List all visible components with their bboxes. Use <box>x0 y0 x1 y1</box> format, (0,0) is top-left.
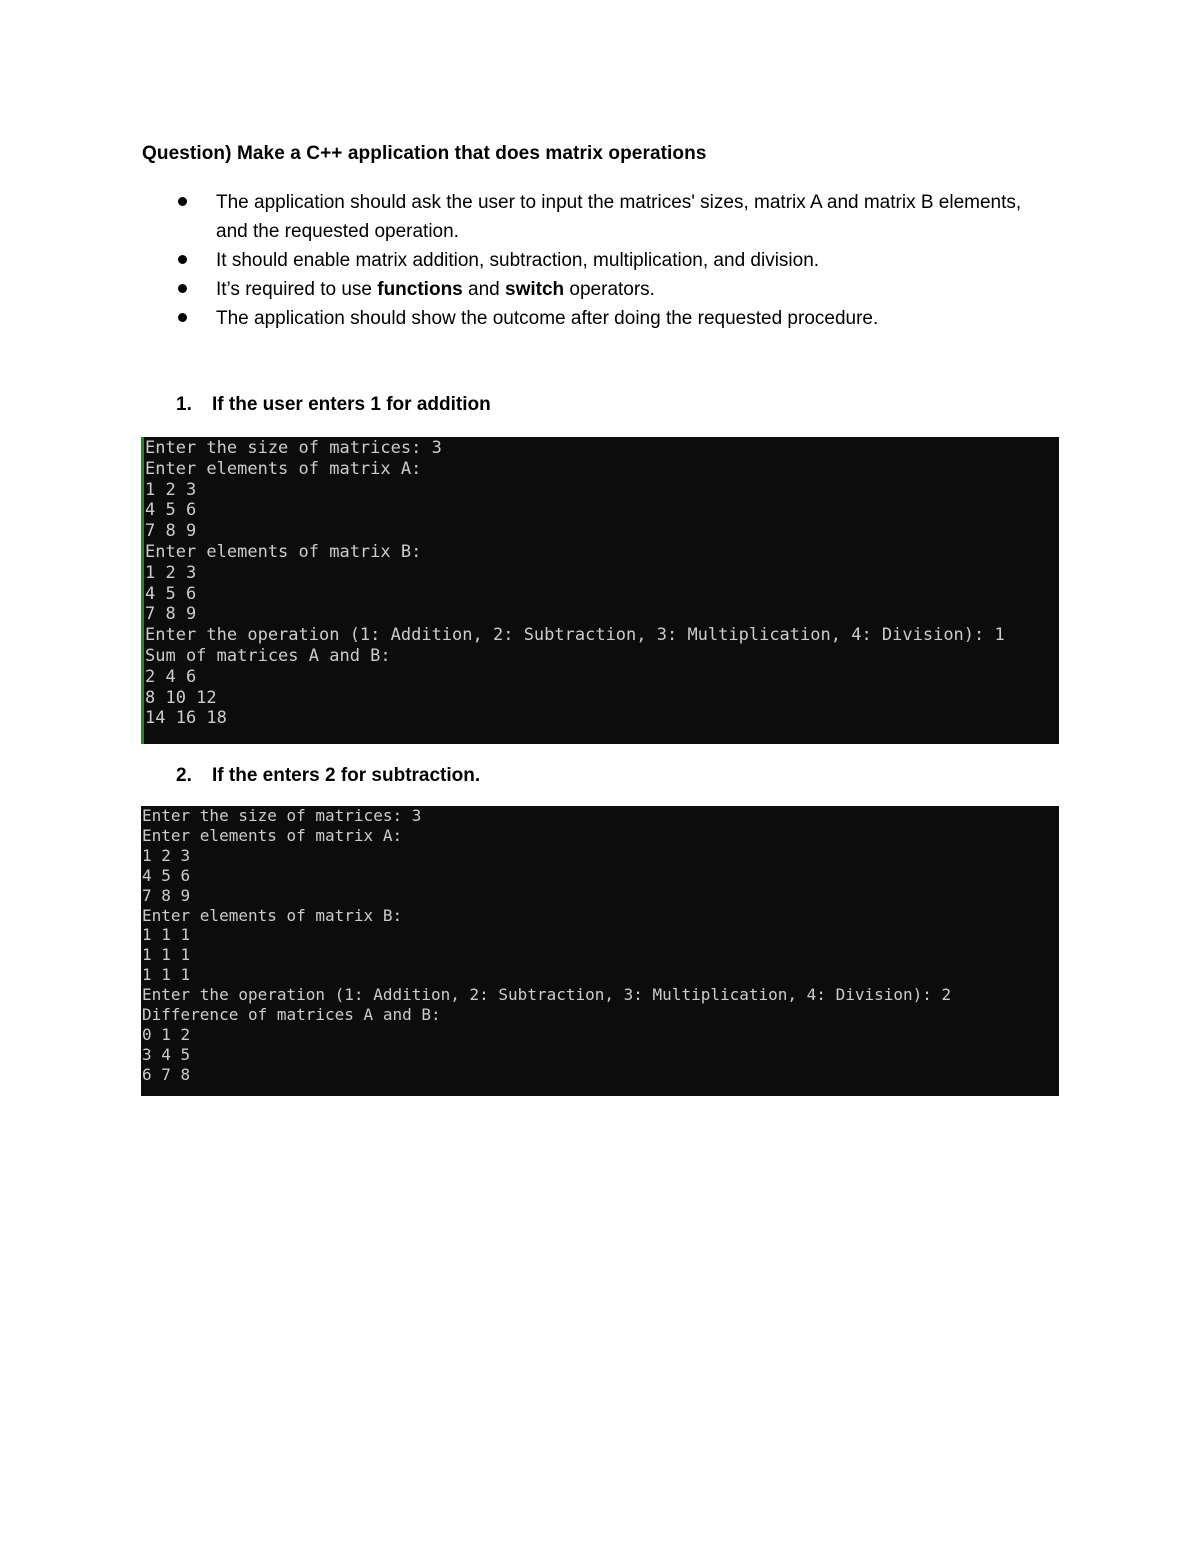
terminal-line: Enter elements of matrix A: <box>145 458 422 479</box>
keyword-switch: switch <box>505 279 565 300</box>
terminal-line: 1 1 1 <box>142 925 191 945</box>
terminal-line: Enter elements of matrix A: <box>142 825 403 845</box>
terminal-line: Sum of matrices A and B: <box>145 645 391 666</box>
section-heading-subtraction <box>176 765 480 787</box>
terminal-line: 2 4 6 <box>145 666 197 687</box>
terminal-line: 4 5 6 <box>142 865 191 885</box>
terminal-line: 1 1 1 <box>142 965 191 985</box>
list-item-text-continued: and the requested operation. <box>216 221 459 242</box>
terminal-line: 7 8 9 <box>145 604 197 625</box>
list-item-text: operators. <box>564 279 655 300</box>
terminal-line: Enter elements of matrix B: <box>145 541 422 562</box>
terminal-line: 8 10 12 <box>145 687 217 708</box>
terminal-line: 4 5 6 <box>145 583 197 604</box>
terminal-line: 7 8 9 <box>145 521 197 542</box>
terminal-line: Enter the size of matrices: 3 <box>145 438 442 458</box>
list-item-text: It should enable matrix addition, subtraction, multiplication, and division. <box>216 250 820 271</box>
list-item-text: The application should ask the user to input the matrices' sizes, matrix A and matrix B elements, <box>216 192 1022 213</box>
bullet-icon <box>178 197 187 206</box>
list-item <box>142 246 1072 275</box>
keyword-functions: functions <box>377 279 463 300</box>
terminal-line: 1 1 1 <box>142 945 191 965</box>
terminal-line: 0 1 2 <box>142 1024 191 1044</box>
terminal-line: Enter the operation (1: Addition, 2: Subtraction, 3: Multiplication, 4: Division): 1 <box>145 625 1005 646</box>
terminal-line: 4 5 6 <box>145 500 197 521</box>
terminal-line: Enter the size of matrices: 3 <box>142 806 422 825</box>
terminal-line: 6 7 8 <box>142 1064 191 1084</box>
section-number: 2. <box>176 765 192 786</box>
requirements-list <box>142 188 1072 333</box>
terminal-line: 1 2 3 <box>142 845 191 865</box>
bullet-icon <box>178 284 187 293</box>
terminal-screenshot-addition <box>141 437 1059 744</box>
bullet-icon <box>178 313 187 322</box>
section-number: 1. <box>176 394 192 415</box>
terminal-line: Enter the operation (1: Addition, 2: Subtraction, 3: Multiplication, 4: Division): 2 <box>142 985 952 1005</box>
list-item <box>142 304 1072 333</box>
terminal-line: Difference of matrices A and B: <box>142 1005 441 1025</box>
section-title: If the enters 2 for subtraction. <box>212 765 481 786</box>
section-heading-addition <box>176 394 491 416</box>
bullet-icon <box>178 255 187 264</box>
list-item-text: and <box>462 279 506 300</box>
terminal-line: Enter elements of matrix B: <box>142 905 403 925</box>
question-heading: Question) Make a C++ application that does matrix operations <box>142 143 707 164</box>
terminal-line: 3 4 5 <box>142 1044 191 1064</box>
list-item <box>142 275 1072 304</box>
list-item-text: The application should show the outcome after doing the requested procedure. <box>216 308 879 329</box>
terminal-screenshot-subtraction <box>141 806 1059 1096</box>
terminal-line: 1 2 3 <box>145 562 197 583</box>
terminal-line: 14 16 18 <box>145 708 227 729</box>
list-item <box>142 188 1072 246</box>
terminal-line: 1 2 3 <box>145 479 197 500</box>
list-item-text: It’s required to use <box>216 279 378 300</box>
section-title: If the user enters 1 for addition <box>212 394 491 415</box>
terminal-line: 7 8 9 <box>142 885 191 905</box>
